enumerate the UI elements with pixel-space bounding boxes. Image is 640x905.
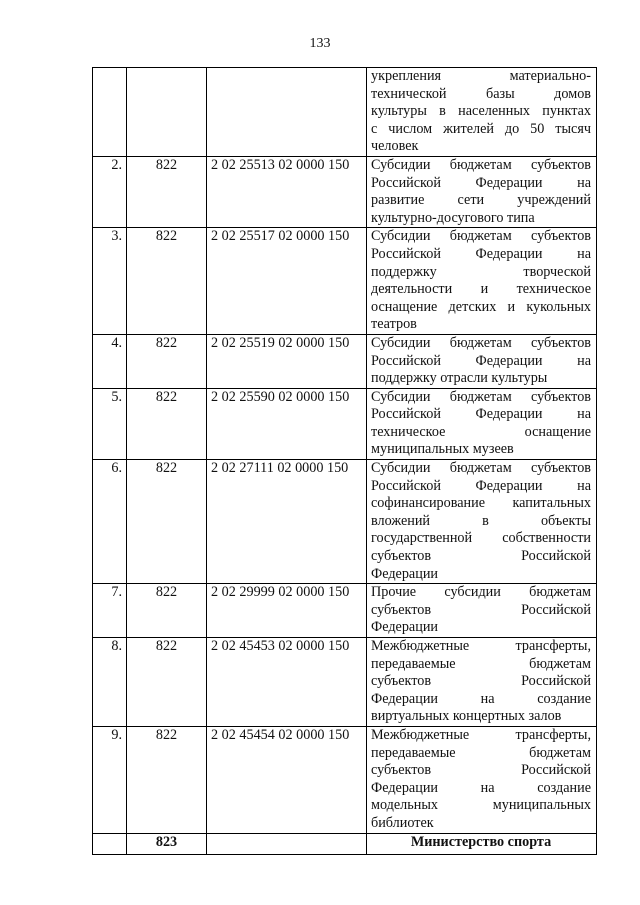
name-text-line: Субсидии бюджетам субъектов [371, 388, 591, 405]
cell-administrator-code [127, 68, 207, 157]
name-text-line: Субсидии бюджетам субъектов [371, 460, 591, 477]
cell-number: 8. [93, 638, 127, 727]
name-text-line: Субсидии бюджетам субъектов [371, 334, 591, 351]
name-text-line: субъектов Российской [371, 762, 591, 779]
table-row [93, 228, 597, 335]
cell-administrator-code: 823 [127, 833, 207, 854]
name-text-line: Российской Федерации на [371, 174, 591, 191]
name-text-line: культурно-досугового типа [371, 209, 535, 226]
name-text-line: субъектов Российской [371, 601, 591, 618]
name-text-line: субъектов Российской [371, 548, 591, 565]
cell-administrator-code: 822 [127, 638, 207, 727]
cell-budget-code: 2 02 25513 02 0000 150 [207, 156, 367, 227]
cell-revenue-name [367, 388, 597, 459]
cell-number [93, 68, 127, 157]
table-row [93, 388, 597, 459]
table-row [93, 68, 597, 157]
table-row [93, 584, 597, 638]
cell-budget-code: 2 02 45454 02 0000 150 [207, 726, 367, 833]
name-text-line: развитие сети учреждений [371, 192, 591, 209]
name-text-line: софинансирование капитальных [371, 495, 591, 512]
name-text-line: укрепления материально- [371, 68, 591, 84]
cell-administrator-code: 822 [127, 156, 207, 227]
table-row [93, 638, 597, 727]
name-text-line: театров [371, 316, 417, 333]
name-text-line: передаваемые бюджетам [371, 744, 591, 761]
cell-budget-code [207, 833, 367, 854]
name-text-line: модельных муниципальных [371, 797, 591, 814]
cell-revenue-name [367, 638, 597, 727]
name-text-line: Российской Федерации на [371, 477, 591, 494]
name-text-line: культуры в населенных пунктах [371, 103, 591, 120]
table-row [93, 334, 597, 388]
table-row [93, 726, 597, 833]
cell-revenue-name [367, 334, 597, 388]
name-text-line: Российской Федерации на [371, 352, 591, 369]
name-text-line: Субсидии бюджетам субъектов [371, 156, 591, 173]
cell-number: 7. [93, 584, 127, 638]
table-row [93, 460, 597, 584]
cell-budget-code: 2 02 45453 02 0000 150 [207, 638, 367, 727]
revenue-codes-table [92, 67, 597, 855]
cell-revenue-name [367, 68, 597, 157]
cell-budget-code: 2 02 25517 02 0000 150 [207, 228, 367, 335]
cell-budget-code [207, 68, 367, 157]
cell-administrator-code: 822 [127, 584, 207, 638]
name-text-line: Субсидии бюджетам субъектов [371, 228, 591, 245]
table-row [93, 156, 597, 227]
name-text-line: Межбюджетные трансферты, [371, 638, 591, 654]
cell-number [93, 833, 127, 854]
name-text-line: Межбюджетные трансферты, [371, 726, 591, 743]
cell-administrator-code: 822 [127, 228, 207, 335]
name-text-line: Российской Федерации на [371, 245, 591, 262]
cell-revenue-name [367, 460, 597, 584]
cell-number: 2. [93, 156, 127, 227]
name-text-line: виртуальных концертных залов [371, 708, 562, 725]
name-text-line: поддержку отрасли культуры [371, 370, 548, 387]
name-text-line: оснащение детских и кукольных [371, 298, 591, 315]
name-text-line: вложений в объекты [371, 512, 591, 529]
name-text-line: муниципальных музеев [371, 441, 514, 458]
cell-number: 3. [93, 228, 127, 335]
name-text-line: Федерации [371, 619, 439, 636]
name-text-line: человек [371, 138, 419, 155]
name-text-line: библиотек [371, 814, 434, 831]
name-text-line: Российской Федерации на [371, 406, 591, 423]
cell-revenue-name [367, 228, 597, 335]
table-body [93, 68, 597, 834]
name-text-line: поддержку творческой [371, 263, 591, 280]
name-text-line: передаваемые бюджетам [371, 655, 591, 672]
cell-revenue-name [367, 726, 597, 833]
name-text-line: Прочие субсидии бюджетам [371, 584, 591, 601]
cell-number: 6. [93, 460, 127, 584]
name-text-line: Федерации на создание [371, 690, 591, 707]
name-text-line: Федерации [371, 565, 439, 582]
name-text-line: Федерации на создание [371, 779, 591, 796]
cell-budget-code: 2 02 25590 02 0000 150 [207, 388, 367, 459]
cell-administrator-code: 822 [127, 460, 207, 584]
cell-revenue-name [367, 156, 597, 227]
table-row-ministry-header [93, 833, 597, 854]
page-number: 133 [309, 36, 331, 51]
name-text-line: государственной собственности [371, 530, 591, 547]
name-text-line: технической базы домов [371, 85, 591, 102]
cell-administrator-code: 822 [127, 334, 207, 388]
name-text-line: техническое оснащение [371, 423, 591, 440]
cell-administrator-code: 822 [127, 726, 207, 833]
cell-revenue-name [367, 584, 597, 638]
cell-number: 9. [93, 726, 127, 833]
name-text-line: деятельности и техническое [371, 281, 591, 298]
cell-administrator-code: 822 [127, 388, 207, 459]
name-text-line: с числом жителей до 50 тысяч [371, 120, 591, 137]
name-text-line: субъектов Российской [371, 673, 591, 690]
cell-number: 5. [93, 388, 127, 459]
cell-budget-code: 2 02 29999 02 0000 150 [207, 584, 367, 638]
cell-ministry-name: Министерство спорта [367, 833, 597, 854]
cell-number: 4. [93, 334, 127, 388]
cell-budget-code: 2 02 27111 02 0000 150 [207, 460, 367, 584]
cell-budget-code: 2 02 25519 02 0000 150 [207, 334, 367, 388]
